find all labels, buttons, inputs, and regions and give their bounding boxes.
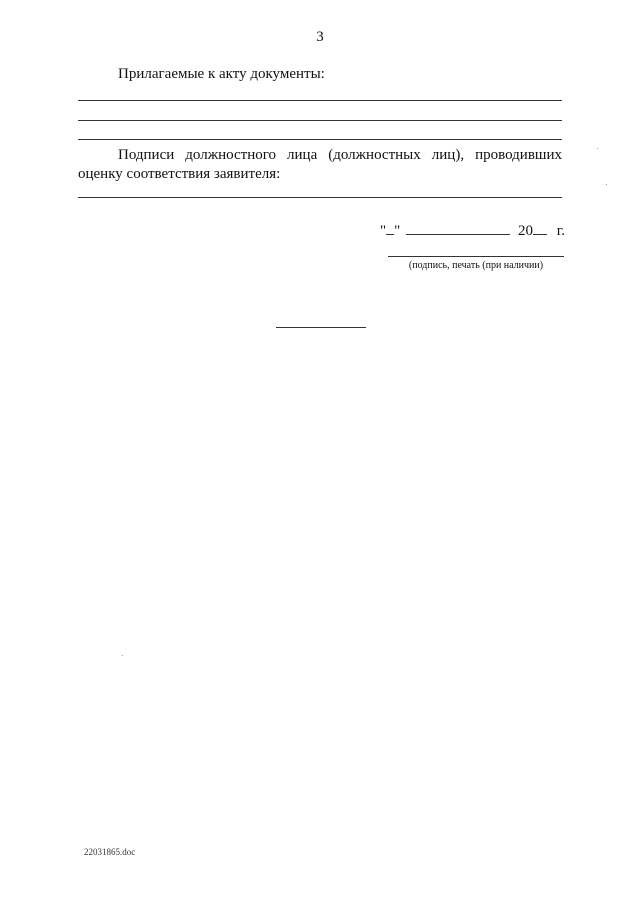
- attachment-line-2: [78, 120, 562, 121]
- page-number: 3: [316, 29, 324, 45]
- scan-speck: [606, 184, 607, 185]
- attachment-line-3: [78, 139, 562, 140]
- signatures-line-2: оценку соответствия заявителя:: [78, 166, 281, 182]
- signatures-paragraph: [78, 146, 562, 184]
- signatures-line-1: Подписи должностного лица (должностных лиц), проводивших: [118, 147, 562, 163]
- signature-caption: (подпись, печать (при наличии): [408, 260, 544, 271]
- year-century: 20: [518, 223, 533, 239]
- year-blank: [533, 222, 547, 235]
- file-identifier: 22031865.doc: [84, 847, 136, 857]
- date-close-quote: ": [394, 223, 401, 239]
- attachment-line-1: [78, 100, 562, 101]
- year-suffix: г.: [556, 223, 565, 239]
- day-blank: [386, 222, 394, 235]
- date-line: [380, 222, 564, 240]
- attachments-heading: Прилагаемые к акту документы:: [118, 66, 325, 82]
- scan-speck: [122, 655, 123, 656]
- month-blank: [406, 222, 510, 235]
- end-of-document-rule: [276, 327, 366, 328]
- signature-line: [388, 256, 564, 257]
- signatures-line: [78, 197, 562, 198]
- date-open-quote: ": [380, 223, 387, 239]
- scan-speck: [597, 148, 598, 149]
